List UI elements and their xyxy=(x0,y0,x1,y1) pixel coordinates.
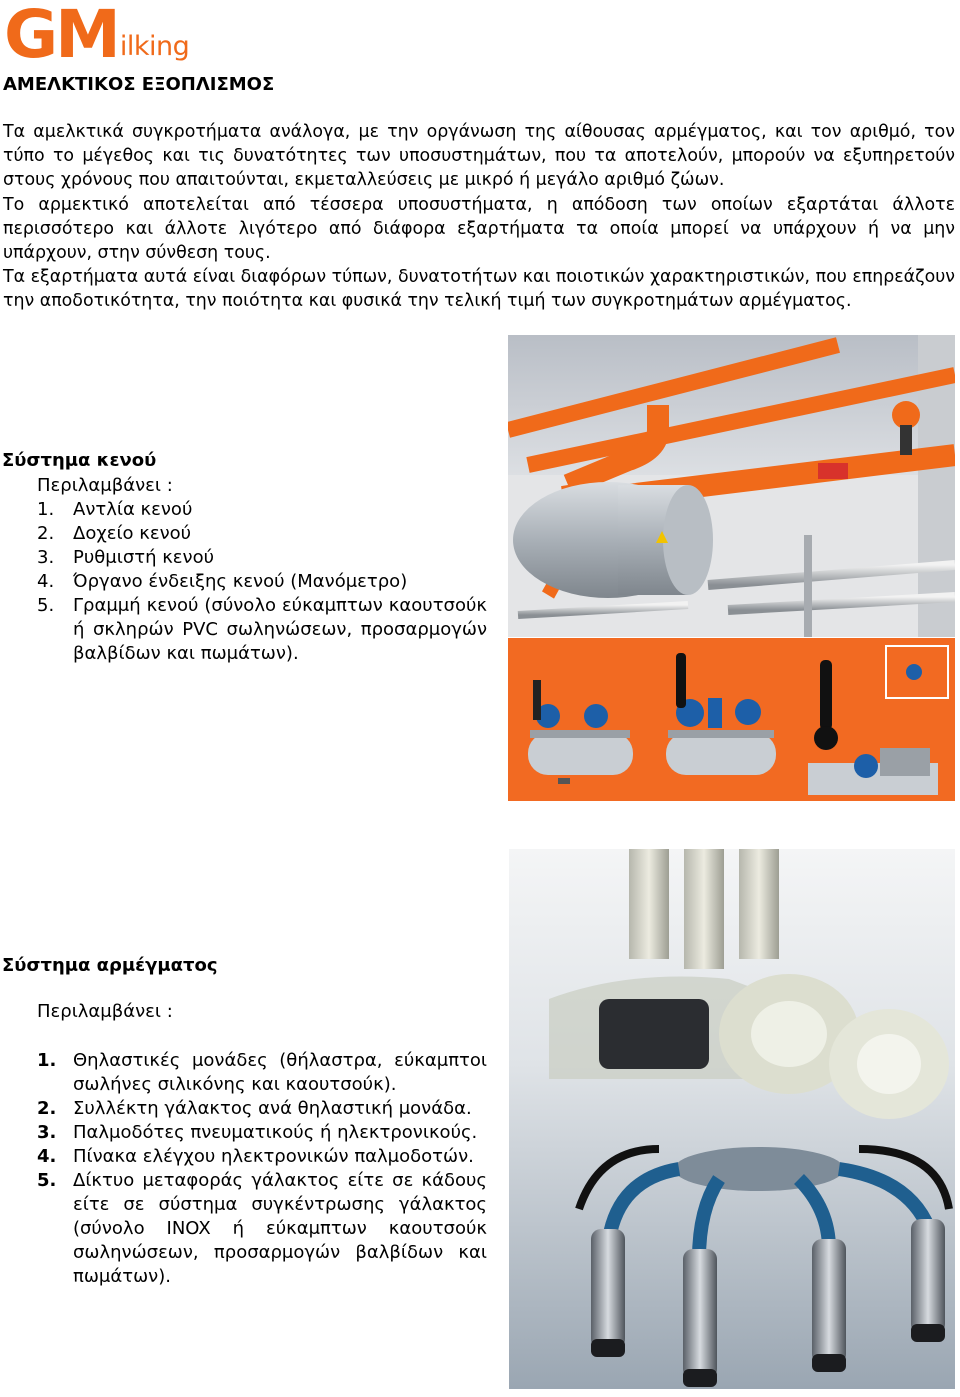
list-item: 1. Θηλαστικές μονάδες (θήλαστρα, εύκαμπτοι σωλήνες σιλικόνης και καουτσούκ). xyxy=(37,1050,487,1095)
list-item: 2. Συλλέκτη γάλακτος ανά θηλαστική μονάδα. xyxy=(37,1098,472,1119)
vacuum-items-list xyxy=(0,498,487,666)
list-item: 5. Γραμμή κενού (σύνολο εύκαμπτων καουτσούκ ή σκληρών PVC σωληνώσεων, προσαρμογών βαλβίδων και πωμάτων). xyxy=(37,595,487,664)
list-item: 5. Δίκτυο μεταφοράς γάλακτος είτε σε κάδους είτε σε σύστημα συγκέντρωσης γάλακτος (σύνολο INOX ή εύκαμπτων καουτσούκ σωληνώσεων, προσαρμογών βαλβίδων και πωμάτων). xyxy=(37,1170,487,1287)
intro-paragraph-1: Τα αμελκτικά συγκροτήματα ανάλογα, με την οργάνωση της αίθουσας αρμέγματος, και τον αριθμό, τον τύπο το μέγεθος και τις δυνατότητες των υποσυστημάτων, που τα αποτελούν, μπορούν να εξυπηρετούν στους χρόνους που απαιτούνται, εκμεταλλεύσεις με μικρό ή μεγάλο αριθμό ζώων. xyxy=(3,122,955,191)
intro-text xyxy=(3,120,955,314)
milking-items-list xyxy=(0,1049,487,1289)
list-item: 1. Αντλία κενού xyxy=(37,499,193,520)
milking-system-title: Σύστημα αρμέγματος xyxy=(2,955,218,976)
milking-includes-label: Περιλαμβάνει : xyxy=(37,1001,173,1022)
vacuum-system-title: Σύστημα κενού xyxy=(2,450,157,471)
logo-ilking: ilking xyxy=(119,31,190,62)
vacuum-pumps-photo xyxy=(508,638,955,801)
vacuum-pipes-photo xyxy=(508,335,955,637)
list-item: 4. Όργανο ένδειξης κενού (Μανόμετρο) xyxy=(37,571,408,592)
vacuum-includes-label: Περιλαμβάνει : xyxy=(37,475,173,496)
list-item: 3. Παλμοδότες πνευματικούς ή ηλεκτρονικούς. xyxy=(37,1122,478,1143)
intro-paragraph-3: Τα εξαρτήματα αυτά είναι διαφόρων τύπων, δυνατοτήτων και ποιοτικών χαρακτηριστικών, που επηρεάζουν την αποδοτικότητα, την ποιότητα και φυσικά την τελική τιμή των συγκροτημάτων αρμέγματος. xyxy=(3,267,955,312)
logo-gm: GM xyxy=(4,0,118,73)
list-item: 3. Ρυθμιστή κενού xyxy=(37,547,215,568)
milking-cluster-photo xyxy=(509,849,955,1389)
page-title: ΑΜΕΛΚΤΙΚΟΣ ΕΞΟΠΛΙΣΜΟΣ xyxy=(3,74,275,95)
list-item: 4. Πίνακα ελέγχου ηλεκτρονικών παλμοδοτών. xyxy=(37,1146,474,1167)
list-item: 2. Δοχείο κενού xyxy=(37,523,192,544)
intro-paragraph-2: Το αρμεκτικό αποτελείται από τέσσερα υποσυστήματα, η απόδοση των οποίων εξαρτάται άλλοτε περισσότερο και άλλοτε λιγότερο από διάφορα εξαρτήματα τα οποία μπορεί να υπάρχουν ή να μην υπάρχουν, στην σύνθεση τους. xyxy=(3,194,955,264)
logo xyxy=(4,0,190,73)
